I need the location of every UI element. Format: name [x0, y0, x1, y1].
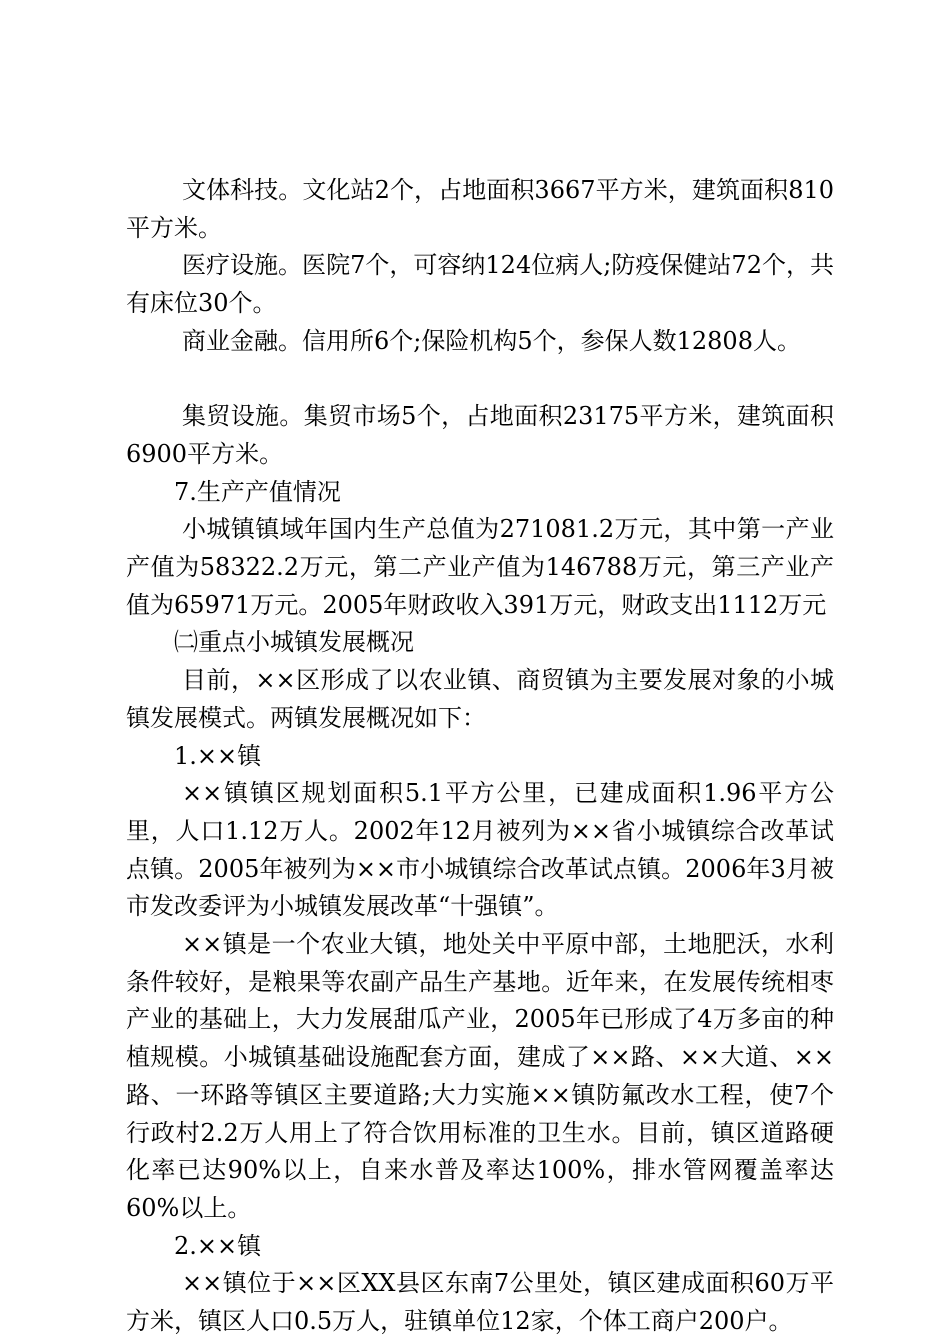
paragraph-key-towns-intro: 目前，××区形成了以农业镇、商贸镇为主要发展对象的小城镇发展模式。两镇发展概况如下： [126, 666, 834, 732]
section-heading-town-1: 1.××镇 [174, 741, 262, 770]
paragraph-production-value: 小城镇镇域年国内生产总值为271081.2万元，其中第一产业产值为58322.2万元，第二产业产值为146788万元，第三产业产值为65971万元。2005年财政收入391万元，财政支出1112万元 [126, 515, 834, 619]
section-heading-production-value: 7.生产产值情况 [174, 477, 341, 506]
paragraph-market: 集贸设施。集贸市场5个，占地面积23175平方米，建筑面积6900平方米。 [126, 402, 834, 468]
section-heading-key-towns: ㈡重点小城镇发展概况 [174, 628, 414, 657]
paragraph-culture-tech: 文体科技。文化站2个，占地面积3667平方米，建筑面积810平方米。 [126, 176, 834, 242]
paragraph-commerce-finance: 商业金融。信用所6个;保险机构5个，参保人数12808人。 [182, 326, 801, 355]
paragraph-medical: 医疗设施。医院7个，可容纳124位病人;防疫保健站72个，共有床位30个。 [126, 251, 834, 318]
document-body [126, 172, 834, 1341]
paragraph-town-2-overview: ××镇位于××区XX县区东南7公里处，镇区建成面积60万平方米，镇区人口0.5万人，驻镇单位12家，个体工商户200户。 [126, 1269, 834, 1336]
paragraph-town-1-overview: ××镇镇区规划面积5.1平方公里，已建成面积1.96平方公里，人口1.12万人。2002年12月被列为××省小城镇综合改革试点镇。2005年被列为××市小城镇综合改革试点镇。2006年3月被市发改委评为小城镇发展改革“十强镇”。 [126, 779, 834, 921]
paragraph-town-1-detail: ××镇是一个农业大镇，地处关中平原中部，土地肥沃，水利条件较好，是粮果等农副产品生产基地。近年来，在发展传统相枣产业的基础上，大力发展甜瓜产业，2005年已形成了4万多亩的种植规模。小城镇基础设施配套方面，建成了××路、××大道、××路、一环路等镇区主要道路;大力实施××镇防氟改水工程，使7个行政村2.2万人用上了符合饮用标准的卫生水。目前，镇区道路硬化率已达90%以上，自来水普及率达100%，排水管网覆盖率达60%以上。 [126, 930, 834, 1222]
blank-line [126, 361, 834, 399]
section-heading-town-2: 2.××镇 [174, 1231, 262, 1260]
